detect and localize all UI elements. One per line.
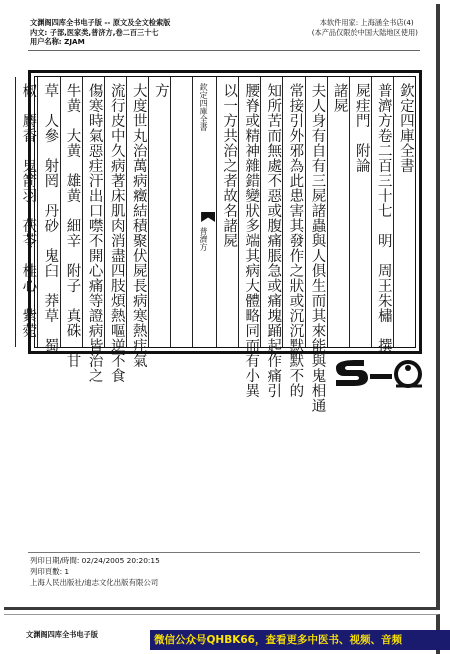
text-column xyxy=(327,77,349,347)
text-column xyxy=(305,77,327,413)
column-text: 椒 麝香 鬼箭羽 茯苓 桂心 紫菀 xyxy=(20,83,37,338)
license-holder: 本软件用家: 上海涵全书店(4) xyxy=(319,18,414,27)
column-text: 諸屍 xyxy=(331,83,348,113)
column-text: 夫人身有自有三屍諸蟲與人俱生而其來能與鬼相通 xyxy=(309,83,326,413)
text-column xyxy=(260,77,282,398)
document-page xyxy=(4,4,440,610)
fishtail-mark xyxy=(201,212,215,222)
text-column xyxy=(126,77,148,368)
column-text: 腰脊或精神雜錯變狀多端其病大體略同而有小異 xyxy=(243,83,260,398)
text-column xyxy=(216,77,238,347)
centre-strip xyxy=(192,77,216,347)
publisher-credit: 上海人民出版社/迪志文化出版有限公司 xyxy=(30,578,159,587)
text-column xyxy=(60,77,82,368)
text-column xyxy=(15,77,37,347)
book-page-inner xyxy=(20,76,416,413)
promo-banner[interactable]: 微信公众号QHBK66，查看更多中医书、视频、音频 xyxy=(150,630,450,650)
column-text: 傷寒時氣惡疰汗出口噤不開心痛等證病皆治之 xyxy=(86,83,103,383)
column-text: 欽定四庫全書 xyxy=(397,83,414,173)
print-count: 列印頁數: 1 xyxy=(30,567,70,576)
text-column xyxy=(104,77,126,383)
column-text: 常接引外邪為此患害其發作之狀或沉沉默默不的 xyxy=(287,83,304,398)
column-text: 知所苦而無處不惡或腹痛脹急或痛塊踊起作痛引 xyxy=(265,83,282,398)
column-text: 方 xyxy=(152,83,169,98)
footer-divider xyxy=(28,552,420,553)
text-column xyxy=(349,77,371,347)
publisher-logo xyxy=(334,356,424,390)
column-text: 大度世丸治萬病癥結積聚伏屍長病寒熱疰氣 xyxy=(130,83,147,368)
header-right xyxy=(312,18,418,37)
column-text: 普濟方卷二百三十七 明 周王朱橚 撰 xyxy=(375,83,392,353)
centre-strip-title: 欽定四庫全書 xyxy=(199,83,209,131)
text-column xyxy=(170,77,192,347)
text-column xyxy=(238,77,260,398)
text-column xyxy=(371,77,393,353)
text-column xyxy=(82,77,104,383)
column-text: 牛黄 大黄 雄黄 細辛 附子 真硃 甘 xyxy=(64,83,81,368)
column-text: 屍疰門 附論 xyxy=(353,83,370,173)
next-page-header: 文渊阁四库全书电子版 xyxy=(26,630,98,639)
column-text: 流行皮中久病著床肌肉消盡四肢煩熱嘔逆不食 xyxy=(108,83,125,383)
column-text: 草 人參 射罔 丹砂 鬼臼 莽草 蜀 xyxy=(42,83,59,353)
header-user: 用户名称: ZJAM xyxy=(30,37,85,47)
text-column xyxy=(148,77,170,347)
text-column xyxy=(282,77,304,398)
header-divider xyxy=(28,50,420,51)
header-left xyxy=(30,18,170,47)
centre-strip-volume: 普濟方 xyxy=(199,227,209,251)
column-text: 以一方共治之者故名諸屍 xyxy=(221,83,238,248)
book-page-frame xyxy=(20,70,422,413)
text-column xyxy=(37,77,59,353)
print-date: 列印日期/時間: 02/24/2005 20:20:15 xyxy=(30,556,160,565)
license-region: (本产品仅限於中国大陆地区使用) xyxy=(311,27,418,37)
text-column xyxy=(393,77,415,347)
header-section: 内文: 子部,医家类,普济方,卷二百三十七 xyxy=(30,27,159,37)
header-title: 文渊阁四库全书电子版 -- 原文及全文检索版 xyxy=(30,18,171,27)
